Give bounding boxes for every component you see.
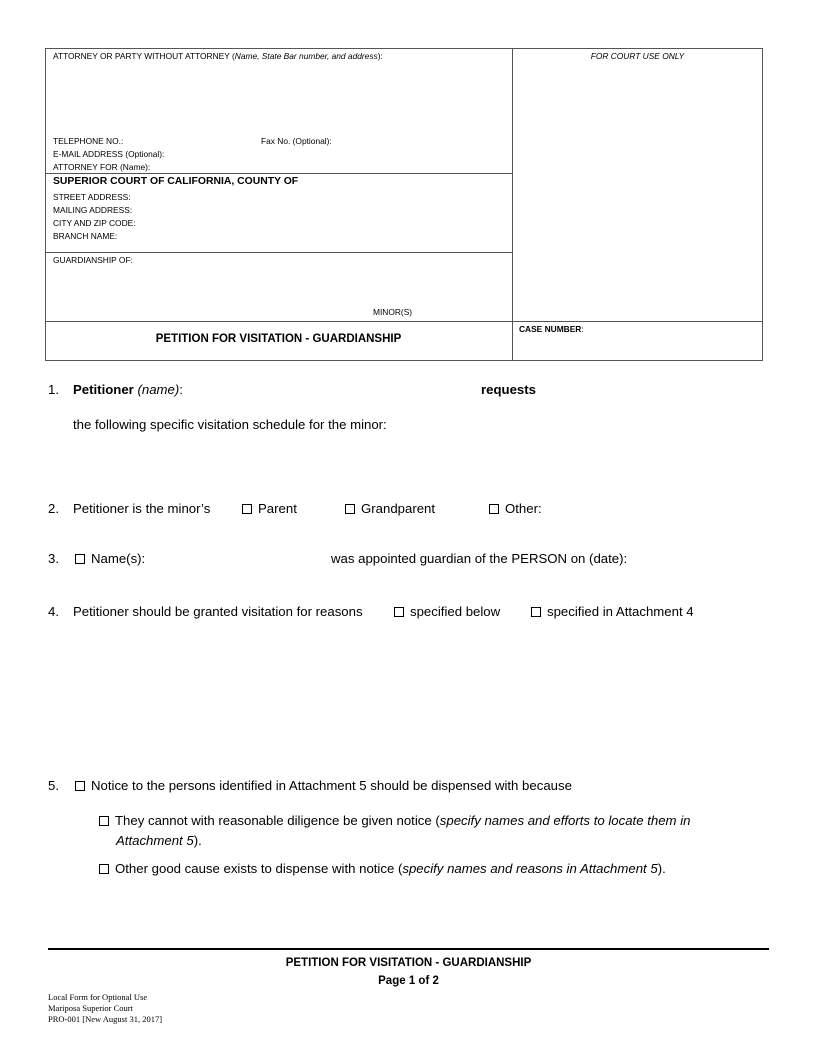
item-4-number: 4. xyxy=(48,604,59,619)
diligence-checkbox-row[interactable]: They cannot with reasonable diligence be given notice (specify names and efforts to locate them in Attachment 5). xyxy=(99,811,729,851)
other-checkbox[interactable] xyxy=(489,504,499,514)
names-checkbox-row[interactable] xyxy=(75,551,145,566)
names-checkbox[interactable] xyxy=(75,554,85,564)
appointed-text: was appointed guardian of the PERSON on (date): xyxy=(331,551,628,566)
branch-label: BRANCH NAME: xyxy=(53,231,118,241)
grandparent-checkbox-row[interactable] xyxy=(345,501,435,516)
footer-line-2: Mariposa Superior Court xyxy=(48,1003,133,1013)
attachment-4-label: specified in Attachment 4 xyxy=(547,604,694,619)
item-5-number: 5. xyxy=(48,778,59,793)
specified-below-checkbox[interactable] xyxy=(394,607,404,617)
attachment-4-checkbox-row[interactable] xyxy=(531,604,694,619)
item-2-text: Petitioner is the minor’s xyxy=(73,501,211,516)
specified-below-label: specified below xyxy=(410,604,501,619)
footer-page: Page 1 of 2 xyxy=(378,975,439,987)
footer-line-1: Local Form for Optional Use xyxy=(48,992,148,1002)
notice-label: Notice to the persons identified in Attachment 5 should be dispensed with because xyxy=(91,778,572,793)
guardianship-divider xyxy=(45,252,512,253)
grandparent-label: Grandparent xyxy=(361,501,436,516)
parent-checkbox-row[interactable] xyxy=(242,501,297,516)
attorney-label: ATTORNEY OR PARTY WITHOUT ATTORNEY (Name, State Bar number, and address): xyxy=(53,51,383,61)
email-label: E-MAIL ADDRESS (Optional): xyxy=(53,149,165,159)
item-3-number: 3. xyxy=(48,551,59,566)
court-use-label: FOR COURT USE ONLY xyxy=(590,51,685,61)
parent-label: Parent xyxy=(258,501,297,516)
title-divider xyxy=(45,321,763,322)
item-4-text: Petitioner should be granted visitation for reasons xyxy=(73,604,363,619)
case-number-label: CASE NUMBER: xyxy=(519,324,584,334)
item-1-requests: requests xyxy=(481,382,536,397)
good-cause-checkbox-row[interactable]: Other good cause exists to dispense with notice (specify names and reasons in Attachment 5). xyxy=(99,861,666,876)
notice-checkbox-row[interactable] xyxy=(75,778,572,793)
court-title: SUPERIOR COURT OF CALIFORNIA, COUNTY OF xyxy=(53,176,299,187)
item-2-number: 2. xyxy=(48,501,59,516)
parent-checkbox[interactable] xyxy=(242,504,252,514)
street-label: STREET ADDRESS: xyxy=(53,192,131,202)
city-label: CITY AND ZIP CODE: xyxy=(53,218,136,228)
diligence-checkbox[interactable] xyxy=(99,816,109,826)
footer-title: PETITION FOR VISITATION - GUARDIANSHIP xyxy=(285,957,532,969)
telephone-label: TELEPHONE NO.: xyxy=(53,136,124,146)
fax-label: Fax No. (Optional): xyxy=(261,136,332,146)
footer-rule xyxy=(48,948,769,950)
guardianship-label: GUARDIANSHIP OF: xyxy=(53,255,133,265)
minors-label: MINOR(S) xyxy=(373,307,413,317)
form-title: PETITION FOR VISITATION - GUARDIANSHIP xyxy=(155,333,402,345)
other-checkbox-row[interactable] xyxy=(489,501,542,516)
footer-line-3: PRO-001 [New August 31, 2017] xyxy=(48,1014,163,1024)
mailing-label: MAILING ADDRESS: xyxy=(53,205,133,215)
other-label: Other: xyxy=(505,501,542,516)
names-label: Name(s): xyxy=(91,551,146,566)
item-1-number: 1. xyxy=(48,382,59,397)
notice-checkbox[interactable] xyxy=(75,781,85,791)
item-1-label: Petitioner (name): xyxy=(73,382,183,397)
good-cause-checkbox[interactable] xyxy=(99,864,109,874)
attachment-4-checkbox[interactable] xyxy=(531,607,541,617)
specified-below-checkbox-row[interactable] xyxy=(394,604,500,619)
grandparent-checkbox[interactable] xyxy=(345,504,355,514)
caption-divider xyxy=(512,48,513,361)
attorney-for-label: ATTORNEY FOR (Name): xyxy=(53,162,151,172)
item-1-line2: the following specific visitation schedule for the minor: xyxy=(73,417,387,432)
